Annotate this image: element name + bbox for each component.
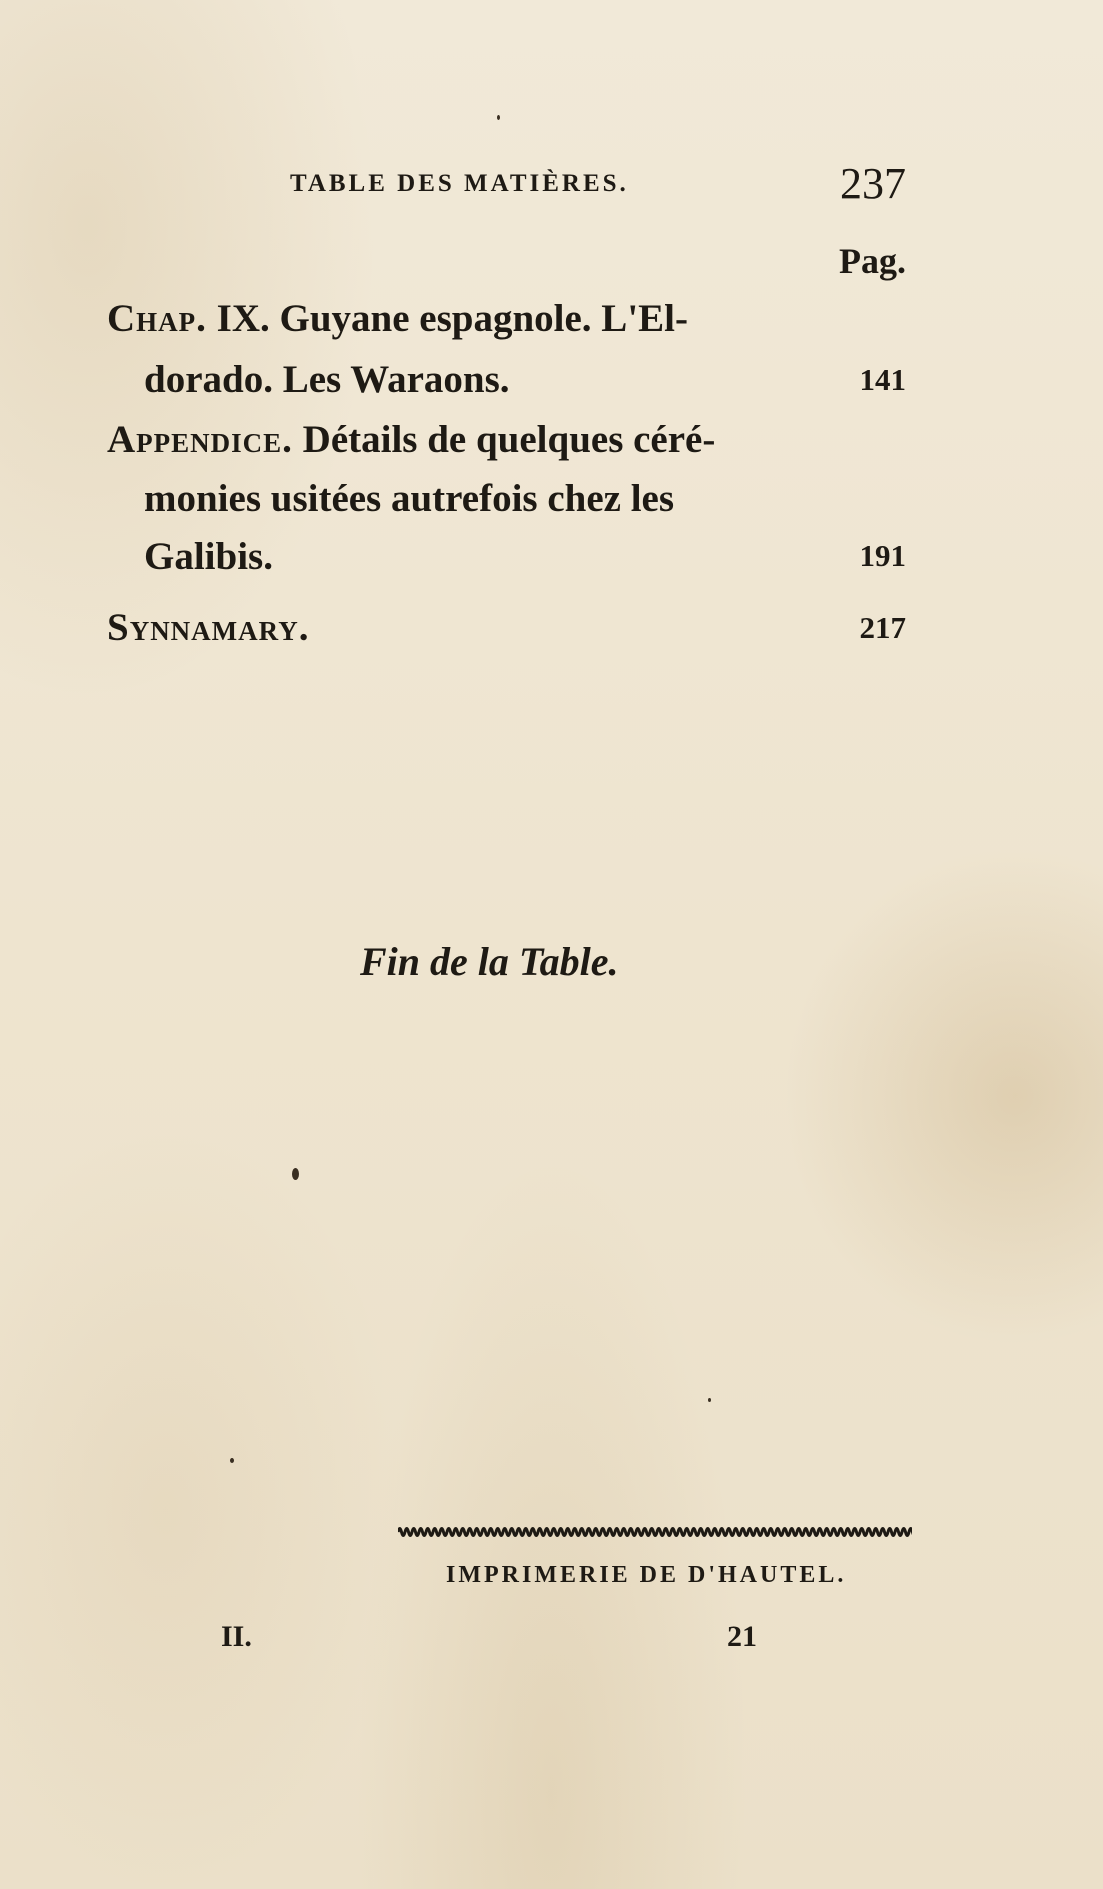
toc-entry-appendice-line-3 [144,534,273,579]
ink-speck [292,1168,299,1180]
end-of-table-note: Fin de la Table. [360,939,619,984]
toc-entry-text: IX. Guyane espagnole. L'El- [216,297,688,340]
ink-speck [708,1398,711,1402]
toc-entry-lead: Appendice. [107,418,293,461]
ink-speck [497,115,500,120]
toc-entry-text: Galibis. [144,535,273,578]
toc-entry-text: Détails de quelques céré- [302,418,716,461]
toc-entry-synnamary [107,605,309,650]
toc-entry-text: dorado. Les Waraons. [144,358,510,401]
toc-entry-appendice-line-1 [107,417,715,462]
ornamental-rule [398,1523,912,1541]
volume-signature: II. [221,1620,252,1653]
toc-entry-lead: Chap. [107,297,207,340]
toc-entry-chapter-9-line-2 [144,357,510,402]
running-title: TABLE DES MATIÈRES. [290,170,629,197]
toc-entry-page: 191 [859,538,906,573]
gathering-signature: 21 [727,1620,757,1653]
toc-entry-lead: Synnamary. [107,606,310,649]
toc-entry-appendice-line-2 [144,476,674,521]
toc-entry-page: 217 [859,610,906,645]
ink-speck [230,1458,234,1463]
page-column-label: Pag. [839,241,906,281]
toc-entry-chapter-9-line-1 [107,296,688,341]
toc-entry-page: 141 [859,362,906,397]
toc-entry-text: monies usitées autrefois chez les [144,477,675,520]
page-number: 237 [840,159,906,208]
printer-imprint: IMPRIMERIE DE D'HAUTEL. [446,1562,847,1588]
